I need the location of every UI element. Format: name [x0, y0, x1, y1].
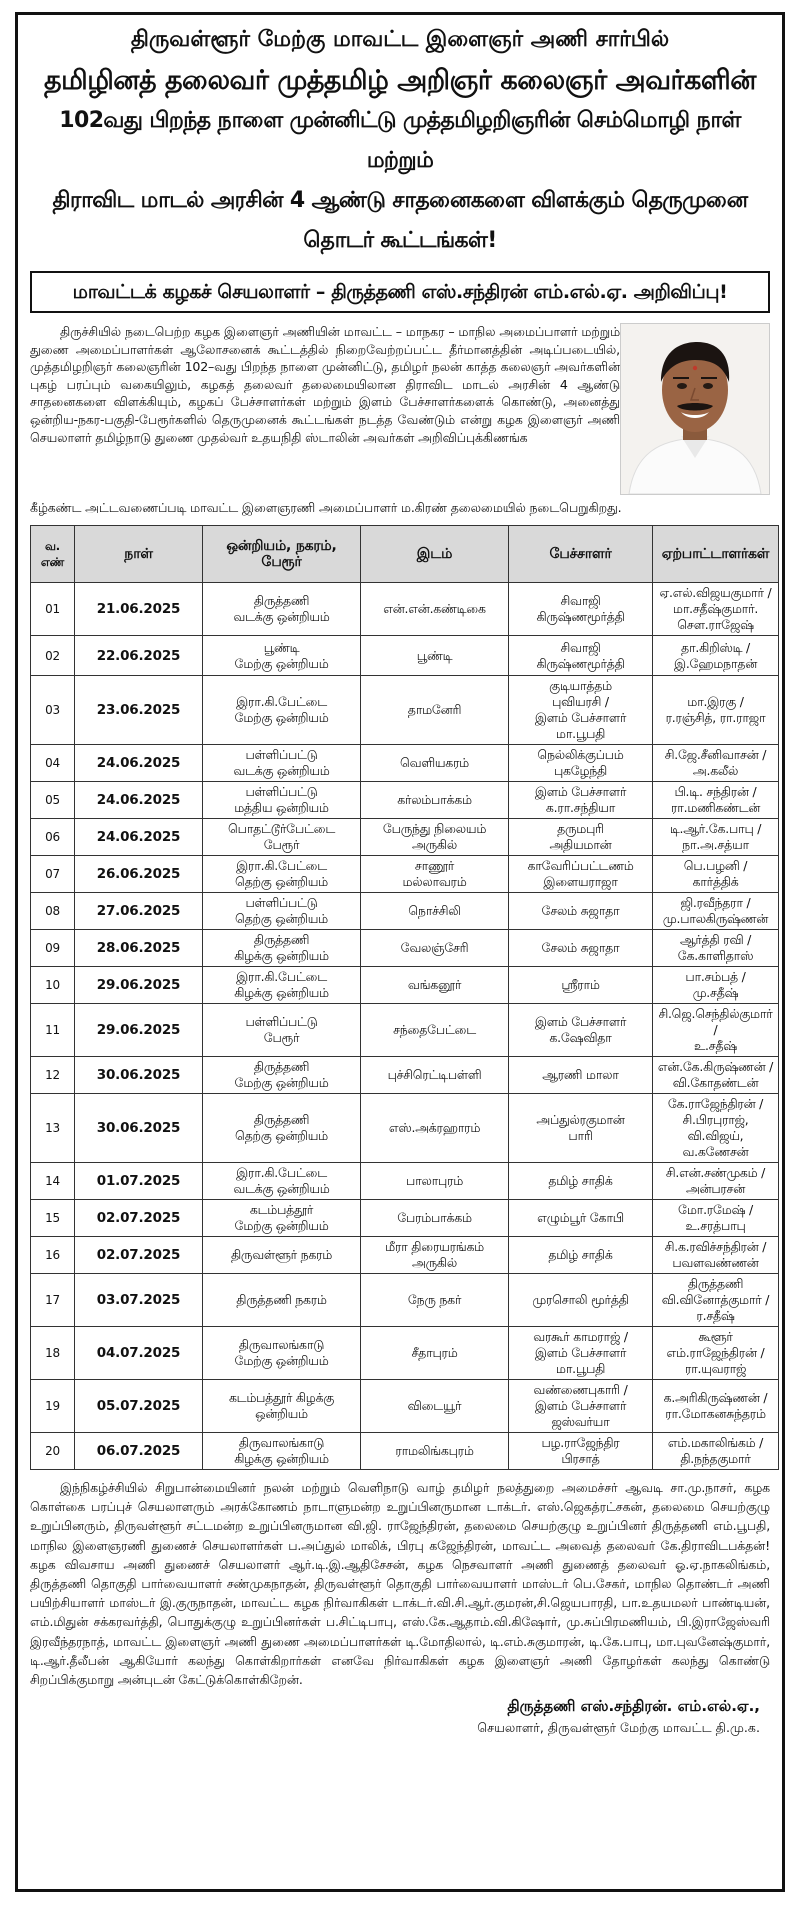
intro-section [30, 323, 770, 519]
table-row [31, 1380, 779, 1433]
cell-date: 05.07.2025 [75, 1380, 203, 1433]
cell-speaker: இளம் பேச்சாளர் க.ரா.சந்தியா [509, 782, 653, 819]
table-row [31, 745, 779, 782]
cell-num: 18 [31, 1327, 75, 1380]
table-row [31, 1237, 779, 1274]
cell-union: திருவாலங்காடு கிழக்கு ஒன்றியம் [203, 1433, 361, 1470]
cell-organizers: சி.ஜெ.செந்தில்குமார் / உ.சதீஷ் [653, 1004, 779, 1057]
cell-speaker: ஆரணி மாலா [509, 1057, 653, 1094]
cell-date: 06.07.2025 [75, 1433, 203, 1470]
table-row [31, 819, 779, 856]
cell-organizers: என்.கே.கிருஷ்ணன் / வி.கோதண்டன் [653, 1057, 779, 1094]
cell-place: நேரு நகர் [361, 1274, 509, 1327]
cell-place: ராமலிங்கபுரம் [361, 1433, 509, 1470]
cell-place: சந்தைபேட்டை [361, 1004, 509, 1057]
schedule-body [31, 583, 779, 1470]
cell-speaker: காவேரிப்பட்டணம் இளையராஜா [509, 856, 653, 893]
table-row [31, 676, 779, 745]
cell-organizers: தா.கிறிஸ்டி / இ.ஹேமநாதன் [653, 636, 779, 676]
cell-speaker: பழ.ராஜேந்திர பிரசாத் [509, 1433, 653, 1470]
cell-num: 01 [31, 583, 75, 636]
cell-union: இரா.கி.பேட்டை மேற்கு ஒன்றியம் [203, 676, 361, 745]
cell-place: பேரம்பாக்கம் [361, 1200, 509, 1237]
cell-organizers: பெ.பழனி / கார்த்திக் [653, 856, 779, 893]
signature-role: செயலாளர், திருவள்ளூர் மேற்கு மாவட்ட தி.மு.க. [477, 1720, 760, 1736]
cell-organizers: மா.இரகு / ர.ரஞ்சித், ரா.ராஜா [653, 676, 779, 745]
cell-union: இரா.கி.பேட்டை கிழக்கு ஒன்றியம் [203, 967, 361, 1004]
cell-union: இரா.கி.பேட்டை வடக்கு ஒன்றியம் [203, 1163, 361, 1200]
cell-num: 13 [31, 1094, 75, 1163]
table-header-row [31, 526, 779, 583]
header-line-1: திருவள்ளூர் மேற்கு மாவட்ட இளைஞர் அணி சார்பில் [130, 27, 670, 52]
cell-union: பள்ளிப்பட்டு தெற்கு ஒன்றியம் [203, 893, 361, 930]
cell-speaker: வரகூர் காமராஜ் / இளம் பேச்சாளர் மா.பூபதி [509, 1327, 653, 1380]
cell-speaker: ஸ்ரீராம் [509, 967, 653, 1004]
header-date: நாள் [75, 526, 203, 583]
header-union: ஒன்றியம், நகரம், பேரூர் [203, 526, 361, 583]
table-row [31, 1163, 779, 1200]
cell-date: 03.07.2025 [75, 1274, 203, 1327]
signature-name: திருத்தணி எஸ்.சந்திரன். எம்.எல்.ஏ., [507, 1697, 760, 1716]
header-speaker: பேச்சாளர் [509, 526, 653, 583]
cell-date: 21.06.2025 [75, 583, 203, 636]
cell-speaker: குடியாத்தம் புவியரசி / இளம் பேச்சாளர் மா.பூபதி [509, 676, 653, 745]
cell-organizers: டி.ஆர்.கே.பாபு / நா.அ.சத்யா [653, 819, 779, 856]
cell-speaker: நெல்லிக்குப்பம் புகழேந்தி [509, 745, 653, 782]
cell-speaker: சிவாஜி கிருஷ்ணமூர்த்தி [509, 636, 653, 676]
cell-union: திருவள்ளூர் நகரம் [203, 1237, 361, 1274]
table-row [31, 1200, 779, 1237]
cell-num: 04 [31, 745, 75, 782]
header-line-4: திராவிட மாடல் அரசின் 4 ஆண்டு சாதனைகளை விளக்கும் தெருமுனை தொடர் கூட்டங்கள்! [52, 188, 748, 253]
cell-num: 02 [31, 636, 75, 676]
cell-date: 22.06.2025 [75, 636, 203, 676]
cell-date: 27.06.2025 [75, 893, 203, 930]
cell-organizers: எம்.மகாலிங்கம் / தி.நந்தகுமார் [653, 1433, 779, 1470]
schedule-table [30, 525, 779, 1470]
table-row [31, 930, 779, 967]
cell-speaker: தமிழ் சாதிக் [509, 1237, 653, 1274]
cell-speaker: வண்ணைபுகாரி / இளம் பேச்சாளர் ஜஸ்வர்யா [509, 1380, 653, 1433]
cell-num: 08 [31, 893, 75, 930]
table-row [31, 1433, 779, 1470]
cell-organizers: சி.என்.சண்முகம் / அன்பரசன் [653, 1163, 779, 1200]
cell-speaker: அப்துல்ரகுமான் பாரி [509, 1094, 653, 1163]
cell-union: கடம்பத்தூர் கிழக்கு ஒன்றியம் [203, 1380, 361, 1433]
cell-place: புச்சிரெட்டிபள்ளி [361, 1057, 509, 1094]
cell-place: வேலஞ்சேரி [361, 930, 509, 967]
table-row [31, 856, 779, 893]
cell-organizers: பா.சம்பத் / மு.சதீஷ் [653, 967, 779, 1004]
notice-page [15, 12, 785, 1892]
cell-date: 29.06.2025 [75, 1004, 203, 1057]
cell-place: வங்கனூர் [361, 967, 509, 1004]
cell-speaker: முரசொலி மூர்த்தி [509, 1274, 653, 1327]
cell-date: 30.06.2025 [75, 1094, 203, 1163]
cell-union: பூண்டி மேற்கு ஒன்றியம் [203, 636, 361, 676]
cell-organizers: கே.ராஜேந்திரன் / சி.பிரபுராஜ், வி.விஜய், வ.கணேசன் [653, 1094, 779, 1163]
cell-date: 29.06.2025 [75, 967, 203, 1004]
cell-organizers: ஆர்த்தி ரவி / கே.காளிதாஸ் [653, 930, 779, 967]
cell-organizers: பி.டி. சந்திரன் / ரா.மணிகண்டன் [653, 782, 779, 819]
cell-union: கடம்பத்தூர் மேற்கு ஒன்றியம் [203, 1200, 361, 1237]
cell-place: பேருந்து நிலையம் அருகில் [361, 819, 509, 856]
cell-date: 28.06.2025 [75, 930, 203, 967]
cell-date: 24.06.2025 [75, 782, 203, 819]
cell-union: திருத்தணி மேற்கு ஒன்றியம் [203, 1057, 361, 1094]
leader-photo [620, 323, 770, 495]
cell-num: 12 [31, 1057, 75, 1094]
cell-speaker: எழும்பூர் கோபி [509, 1200, 653, 1237]
table-row [31, 1004, 779, 1057]
cell-organizers: சி.ஜே.சீனிவாசன் / அ.கலீல் [653, 745, 779, 782]
cell-num: 06 [31, 819, 75, 856]
cell-place: என்.என்.கண்டிகை [361, 583, 509, 636]
cell-speaker: இளம் பேச்சாளர் க.ஷேவிதா [509, 1004, 653, 1057]
cell-place: பூண்டி [361, 636, 509, 676]
cell-num: 05 [31, 782, 75, 819]
cell-speaker: தமிழ் சாதிக் [509, 1163, 653, 1200]
cell-union: திருத்தணி தெற்கு ஒன்றியம் [203, 1094, 361, 1163]
cell-num: 14 [31, 1163, 75, 1200]
cell-union: திருவாலங்காடு மேற்கு ஒன்றியம் [203, 1327, 361, 1380]
cell-place: பாலாபுரம் [361, 1163, 509, 1200]
cell-organizers: ஏ.எல்.விஜயகுமார் / மா.சதீஷ்குமார். சௌ.ராஜேஷ் [653, 583, 779, 636]
cell-date: 30.06.2025 [75, 1057, 203, 1094]
cell-place: எஸ்.அக்ரஹாரம் [361, 1094, 509, 1163]
cell-speaker: சேலம் சுஜாதா [509, 930, 653, 967]
cell-date: 01.07.2025 [75, 1163, 203, 1200]
cell-place: மீரா திரையரங்கம் அருகில் [361, 1237, 509, 1274]
cell-place: கர்லம்பாக்கம் [361, 782, 509, 819]
cell-num: 15 [31, 1200, 75, 1237]
header-place: இடம் [361, 526, 509, 583]
header-organizers: ஏற்பாட்டாளர்கள் [653, 526, 779, 583]
cell-num: 20 [31, 1433, 75, 1470]
cell-num: 03 [31, 676, 75, 745]
table-row [31, 967, 779, 1004]
cell-date: 02.07.2025 [75, 1200, 203, 1237]
cell-union: பொதட்டூர்பேட்டை பேரூர் [203, 819, 361, 856]
cell-organizers: கூளூர் எம்.ராஜேந்திரன் / ரா.யுவராஜ் [653, 1327, 779, 1380]
cell-date: 24.06.2025 [75, 745, 203, 782]
cell-place: சீதாபுரம் [361, 1327, 509, 1380]
intro-paragraph-tail: கீழ்கண்ட அட்டவணைப்படி மாவட்ட இளைஞரணி அமைப்பாளர் ம.கிரண் தலைமையில் நடைபெறுகிறது. [30, 500, 622, 515]
table-row [31, 782, 779, 819]
cell-union: பள்ளிப்பட்டு பேரூர் [203, 1004, 361, 1057]
cell-organizers: ஜி.ரவீந்தரா / மு.பாலகிருஷ்ணன் [653, 893, 779, 930]
cell-num: 11 [31, 1004, 75, 1057]
table-row [31, 636, 779, 676]
cell-date: 04.07.2025 [75, 1327, 203, 1380]
cell-date: 23.06.2025 [75, 676, 203, 745]
announcement-box: மாவட்டக் கழகச் செயலாளர் – திருத்தணி எஸ்.சந்திரன் எம்.எல்.ஏ. அறிவிப்பு! [30, 271, 770, 313]
cell-organizers: க.அரிகிருஷ்ணன் / ரா.மோகனசுந்தரம் [653, 1380, 779, 1433]
cell-speaker: சேலம் சுஜாதா [509, 893, 653, 930]
cell-union: திருத்தணி வடக்கு ஒன்றியம் [203, 583, 361, 636]
intro-paragraph: திருச்சியில் நடைபெற்ற கழக இளைஞர் அணியின் மாவட்ட – மாநகர – மாநில அமைப்பாளர் மற்றும் துணை அமைப்பாளர்கள் ஆலோசனைக் கூட்டத்தில் நிறைவேற்றப்பட்ட தீர்மானத்தின் அடிப்படையில், முத்தமிழறிஞர் கலைஞரின் 102–வது பிறந்த நாளை முன்னிட்டு, தமிழர் நலன் காத்த கலைஞர் அவர்களின் புகழ் பரப்பும் வகையிலும், கழகத் தலைவர் தலைமையிலான திராவிட மாடல் அரசின் 4 ஆண்டு சாதனைகளை விளக்கியும், கழகப் பேச்சாளர்கள் மற்றும் இளம் பேச்சாளர்களைக் கொண்டு, அனைத்து ஒன்றிய-நகர-பகுதி-பேரூர்களில் தெருமுனைக் கூட்டங்கள் நடத்த வேண்டும் என்று கழக இளைஞர் அணி செயலாளர் தமிழ்நாடு துணை முதல்வர் உதயநிதி ஸ்டாலின் அவர்கள் அறிவிப்புக்கிணங்க [30, 324, 620, 445]
table-row [31, 1327, 779, 1380]
cell-union: பள்ளிப்பட்டு மத்திய ஒன்றியம் [203, 782, 361, 819]
cell-union: திருத்தணி கிழக்கு ஒன்றியம் [203, 930, 361, 967]
cell-organizers: சி.க.ரவிச்சந்திரன் / பவளவண்ணன் [653, 1237, 779, 1274]
cell-organizers: திருத்தணி வி.வினோத்குமார் / ர.சதீஷ் [653, 1274, 779, 1327]
header-line-3: 102வது பிறந்த நாளை முன்னிட்டு முத்தமிழறிஞரின் செம்மொழி நாள் மற்றும் [59, 108, 741, 173]
header-num: வ. எண் [31, 526, 75, 583]
cell-date: 02.07.2025 [75, 1237, 203, 1274]
cell-place: விடையூர் [361, 1380, 509, 1433]
table-row [31, 1274, 779, 1327]
cell-place: தாமனேரி [361, 676, 509, 745]
cell-num: 07 [31, 856, 75, 893]
table-row [31, 893, 779, 930]
cell-place: சாணூர் மல்லாவரம் [361, 856, 509, 893]
cell-place: வெளியகரம் [361, 745, 509, 782]
cell-num: 10 [31, 967, 75, 1004]
cell-union: இரா.கி.பேட்டை தெற்கு ஒன்றியம் [203, 856, 361, 893]
cell-organizers: மோ.ரமேஷ் / உ.சரத்பாபு [653, 1200, 779, 1237]
cell-speaker: சிவாஜி கிருஷ்ணமூர்த்தி [509, 583, 653, 636]
cell-speaker: தருமபுரி அதியமான் [509, 819, 653, 856]
header-line-2: தமிழினத் தலைவர் முத்தமிழ் அறிஞர் கலைஞர் அவர்களின் [44, 65, 756, 96]
cell-num: 16 [31, 1237, 75, 1274]
cell-union: பள்ளிப்பட்டு வடக்கு ஒன்றியம் [203, 745, 361, 782]
closing-paragraph: இந்நிகழ்ச்சியில் சிறுபான்மையினர் நலன் மற்றும் வெளிநாடு வாழ் தமிழர் நலத்துறை அமைச்சர் ஆவடி சா.மு.நாசர், கழக கொள்கை பரப்புச் செயலாளரும் அரக்கோணம் நாடாளுமன்ற உறுப்பினருமான டாக்டர். எஸ்.ஜெகத்ரட்சகன், தலைமை செயற்குழு உறுப்பினரும், திருவள்ளூர் சட்டமன்ற உறுப்பினருமான வி.ஜி. ராஜேந்திரன், தலைமை செயற்குழு உறுப்பினர் திருத்தணி எம்.பூபதி, மாநில இளைஞரணி துணைச் செயலாளர்கள் ப.அப்துல் மாலிக், பிரபு கஜேந்திரன், மாவட்ட அவைத் தலைவர் கே.திராவிடபக்தன்! கழக விவசாய அணி துணைச் செயலாளர் ஆர்.டி.இ.ஆதிசேசன், கழக நெசவாளர் அணி துணைத் தலைவர் ஓ.ஏ.நாகலிங்கம், திருத்தணி தொகுதி பார்வையாளர் சண்முகநாதன், திருவள்ளூர் தொகுதி பார்வையாளர் மாஸ்டர் பெ.சேகர், மாநில தொண்டர் அணி பயிற்சியாளர் மாஸ்டர் இ.குருநாதன், மாவட்ட கழக நிர்வாகிகள் டாக்டர்.வி.சி.ஆர்.குமரன்,சி.ஜெயபாரதி, பா.உதயமலர் பாண்டியன், எம்.மிதுன் சக்கரவர்த்தி, பொதுக்குழு உறுப்பினர்கள் ப.சிட்டிபாபு, எஸ்.கே.ஆதாம்.வி.கிஷோர், மு.சுப்பிரமணியம், பி.இராஜேஸ்வரி இரவீந்தரநாத், மாவட்ட இளைஞர் அணி துணை அமைப்பாளர்கள் டி.மோதிலால், டி.எம்.சுகுமாரன், டி.கே.பாபு, மா.புவனேஷ்குமார், டி.ஆர்.தீலீபன் ஆகியோர் கலந்து கொள்கிறார்கள் எனவே நிர்வாகிகள் கழக இளைஞர் அணி தோழர்கள் கலந்து கொண்டு சிறப்பிக்குமாறு அன்புடன் கேட்டுக்கொள்கிறேன். [30, 1480, 770, 1688]
table-row [31, 1094, 779, 1163]
portrait-image [621, 324, 769, 494]
cell-date: 24.06.2025 [75, 819, 203, 856]
cell-num: 09 [31, 930, 75, 967]
cell-union: திருத்தணி நகரம் [203, 1274, 361, 1327]
cell-num: 19 [31, 1380, 75, 1433]
cell-place: நொச்சிலி [361, 893, 509, 930]
table-row [31, 583, 779, 636]
cell-date: 26.06.2025 [75, 856, 203, 893]
table-row [31, 1057, 779, 1094]
cell-num: 17 [31, 1274, 75, 1327]
